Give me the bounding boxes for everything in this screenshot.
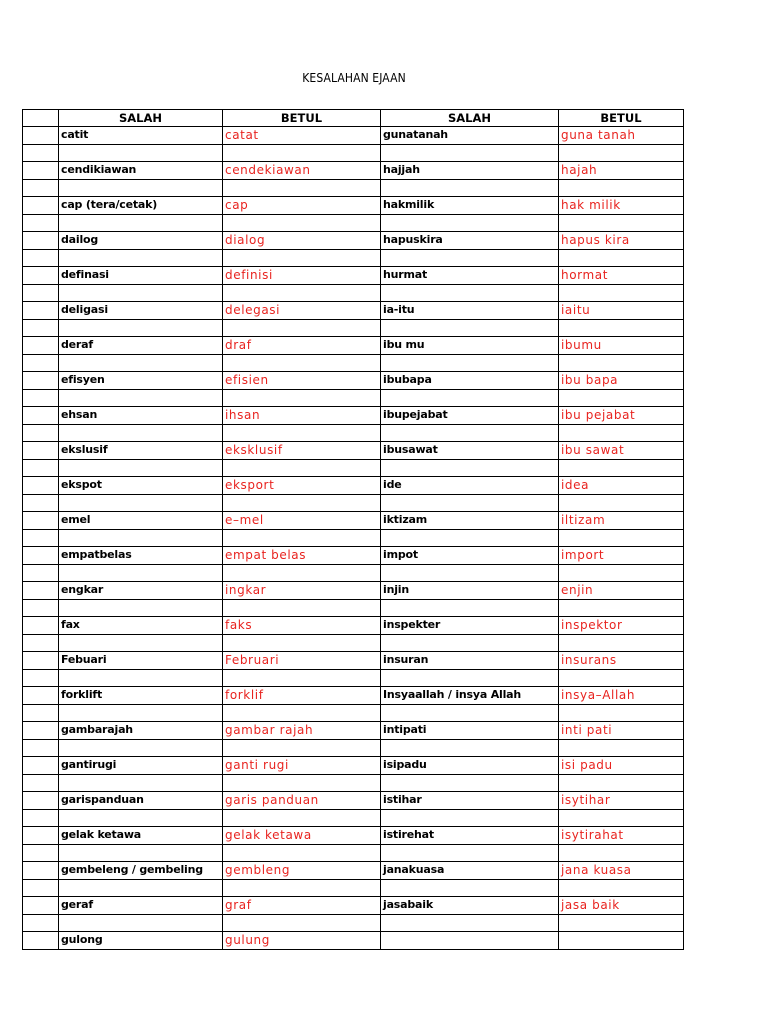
spacer-cell [23, 670, 59, 687]
correct-spelling-cell: iaitu [559, 302, 684, 320]
wrong-spelling-cell: iktizam [381, 512, 559, 530]
row-blank-cell [23, 197, 59, 215]
spacer-cell [59, 530, 223, 547]
spacer-cell [381, 810, 559, 827]
correct-spelling-cell: ibu pejabat [559, 407, 684, 425]
correct-spelling-cell: import [559, 547, 684, 565]
wrong-spelling-cell: dailog [59, 232, 223, 250]
spacer-row [23, 355, 684, 372]
spacer-cell [381, 390, 559, 407]
correct-spelling-cell [559, 932, 684, 950]
table-row [23, 617, 684, 635]
wrong-spelling-cell: cendikiawan [59, 162, 223, 180]
spacer-cell [381, 460, 559, 477]
wrong-spelling-cell: hakmilik [381, 197, 559, 215]
correct-spelling-cell: ibu sawat [559, 442, 684, 460]
spacer-cell [223, 600, 381, 617]
spacer-cell [381, 845, 559, 862]
row-blank-cell [23, 162, 59, 180]
correct-spelling-cell: hak milik [559, 197, 684, 215]
header-betul-2: BETUL [559, 110, 684, 127]
wrong-spelling-cell: ibu mu [381, 337, 559, 355]
row-blank-cell [23, 512, 59, 530]
blank-header-cell [23, 110, 59, 127]
spacer-cell [381, 635, 559, 652]
spacer-cell [223, 460, 381, 477]
spacer-cell [559, 320, 684, 337]
row-blank-cell [23, 757, 59, 775]
table-row [23, 827, 684, 845]
wrong-spelling-cell: hurmat [381, 267, 559, 285]
spacer-cell [23, 565, 59, 582]
correct-spelling-cell: hormat [559, 267, 684, 285]
spacer-cell [23, 320, 59, 337]
row-blank-cell [23, 687, 59, 705]
spacer-row [23, 460, 684, 477]
spacer-row [23, 285, 684, 302]
correct-spelling-cell: inspektor [559, 617, 684, 635]
correct-spelling-cell: gambar rajah [223, 722, 381, 740]
header-betul-1: BETUL [223, 110, 381, 127]
spacer-cell [381, 915, 559, 932]
spacer-cell [559, 250, 684, 267]
spacer-cell [381, 250, 559, 267]
row-blank-cell [23, 302, 59, 320]
spacer-cell [223, 425, 381, 442]
correct-spelling-cell: e–mel [223, 512, 381, 530]
wrong-spelling-cell: insuran [381, 652, 559, 670]
spacer-cell [23, 460, 59, 477]
spacer-cell [23, 600, 59, 617]
spacer-cell [559, 880, 684, 897]
spacer-cell [559, 600, 684, 617]
wrong-spelling-cell: efisyen [59, 372, 223, 390]
spacer-cell [23, 530, 59, 547]
spacer-cell [23, 285, 59, 302]
header-salah-1: SALAH [59, 110, 223, 127]
spacer-row [23, 390, 684, 407]
spacer-cell [59, 775, 223, 792]
spacer-cell [381, 775, 559, 792]
spacer-cell [59, 600, 223, 617]
spacer-cell [23, 635, 59, 652]
spacer-row [23, 810, 684, 827]
spacer-cell [381, 740, 559, 757]
spacer-cell [223, 495, 381, 512]
wrong-spelling-cell: gambarajah [59, 722, 223, 740]
table-row [23, 862, 684, 880]
spacer-row [23, 530, 684, 547]
spacer-cell [59, 355, 223, 372]
spacer-cell [559, 460, 684, 477]
correct-spelling-cell: ihsan [223, 407, 381, 425]
spacer-cell [23, 425, 59, 442]
spacer-cell [23, 775, 59, 792]
spacer-cell [59, 845, 223, 862]
spacer-cell [23, 810, 59, 827]
spacer-cell [559, 425, 684, 442]
table-row [23, 442, 684, 460]
wrong-spelling-cell: istihar [381, 792, 559, 810]
wrong-spelling-cell: ia-itu [381, 302, 559, 320]
correct-spelling-cell: hapus kira [559, 232, 684, 250]
spacer-cell [59, 390, 223, 407]
spacer-cell [59, 495, 223, 512]
table-row [23, 232, 684, 250]
table-row [23, 407, 684, 425]
correct-spelling-cell: isi padu [559, 757, 684, 775]
table-body [23, 127, 684, 950]
wrong-spelling-cell: intipati [381, 722, 559, 740]
correct-spelling-cell: eksklusif [223, 442, 381, 460]
spacer-cell [559, 355, 684, 372]
wrong-spelling-cell: jasabaik [381, 897, 559, 915]
correct-spelling-cell: inti pati [559, 722, 684, 740]
correct-spelling-cell: empat belas [223, 547, 381, 565]
correct-spelling-cell: jana kuasa [559, 862, 684, 880]
spacer-cell [59, 250, 223, 267]
spacer-row [23, 425, 684, 442]
row-blank-cell [23, 232, 59, 250]
spacer-cell [381, 355, 559, 372]
spacer-cell [381, 285, 559, 302]
correct-spelling-cell: jasa baik [559, 897, 684, 915]
wrong-spelling-cell: cap (tera/cetak) [59, 197, 223, 215]
wrong-spelling-cell: Insyaallah / insya Allah [381, 687, 559, 705]
row-blank-cell [23, 442, 59, 460]
spacer-row [23, 145, 684, 162]
spacer-cell [381, 880, 559, 897]
correct-spelling-cell: definisi [223, 267, 381, 285]
correct-spelling-cell: cendekiawan [223, 162, 381, 180]
table-row [23, 337, 684, 355]
correct-spelling-cell: enjin [559, 582, 684, 600]
spacer-cell [559, 705, 684, 722]
spacer-cell [59, 425, 223, 442]
spacer-cell [59, 635, 223, 652]
spacer-cell [59, 915, 223, 932]
wrong-spelling-cell: geraf [59, 897, 223, 915]
spacer-cell [559, 635, 684, 652]
spacer-cell [381, 600, 559, 617]
correct-spelling-cell: draf [223, 337, 381, 355]
spacer-cell [381, 565, 559, 582]
spacer-cell [223, 530, 381, 547]
spacer-cell [381, 670, 559, 687]
wrong-spelling-cell: impot [381, 547, 559, 565]
spacer-cell [59, 180, 223, 197]
spacer-cell [23, 250, 59, 267]
correct-spelling-cell: catat [223, 127, 381, 145]
table-row [23, 267, 684, 285]
table-row [23, 372, 684, 390]
wrong-spelling-cell: hajjah [381, 162, 559, 180]
spacer-cell [59, 215, 223, 232]
spacer-cell [23, 495, 59, 512]
row-blank-cell [23, 337, 59, 355]
spacer-cell [559, 180, 684, 197]
spacer-cell [23, 355, 59, 372]
row-blank-cell [23, 547, 59, 565]
spacer-cell [559, 810, 684, 827]
spacer-cell [223, 880, 381, 897]
spacer-cell [223, 215, 381, 232]
spacer-cell [559, 775, 684, 792]
correct-spelling-cell: delegasi [223, 302, 381, 320]
table-row [23, 722, 684, 740]
table-row [23, 547, 684, 565]
spacer-cell [381, 425, 559, 442]
spacer-cell [381, 705, 559, 722]
wrong-spelling-cell: ibupejabat [381, 407, 559, 425]
table-row [23, 687, 684, 705]
wrong-spelling-cell: empatbelas [59, 547, 223, 565]
spacer-cell [23, 845, 59, 862]
wrong-spelling-cell: ibubapa [381, 372, 559, 390]
wrong-spelling-cell: deligasi [59, 302, 223, 320]
wrong-spelling-cell: gantirugi [59, 757, 223, 775]
spacer-cell [223, 915, 381, 932]
spacer-row [23, 705, 684, 722]
row-blank-cell [23, 722, 59, 740]
correct-spelling-cell: forklif [223, 687, 381, 705]
spacer-cell [59, 740, 223, 757]
wrong-spelling-cell: gunatanah [381, 127, 559, 145]
wrong-spelling-cell: deraf [59, 337, 223, 355]
correct-spelling-cell: ibumu [559, 337, 684, 355]
correct-spelling-cell: graf [223, 897, 381, 915]
spacer-cell [223, 285, 381, 302]
correct-spelling-cell: Februari [223, 652, 381, 670]
wrong-spelling-cell: definasi [59, 267, 223, 285]
spacer-cell [223, 320, 381, 337]
wrong-spelling-cell: gulong [59, 932, 223, 950]
correct-spelling-cell: insya–Allah [559, 687, 684, 705]
correct-spelling-cell: ibu bapa [559, 372, 684, 390]
wrong-spelling-cell: isipadu [381, 757, 559, 775]
spacer-row [23, 670, 684, 687]
spacer-cell [559, 495, 684, 512]
spacer-cell [223, 250, 381, 267]
wrong-spelling-cell: gelak ketawa [59, 827, 223, 845]
correct-spelling-cell: gulung [223, 932, 381, 950]
spacer-cell [23, 215, 59, 232]
wrong-spelling-cell: gembeleng / gembeling [59, 862, 223, 880]
spacer-cell [381, 180, 559, 197]
correct-spelling-cell: efisien [223, 372, 381, 390]
spacer-row [23, 635, 684, 652]
table-row [23, 897, 684, 915]
spacer-cell [559, 215, 684, 232]
spacer-cell [59, 565, 223, 582]
header-salah-2: SALAH [381, 110, 559, 127]
wrong-spelling-cell: injin [381, 582, 559, 600]
spacer-cell [559, 740, 684, 757]
correct-spelling-cell: garis panduan [223, 792, 381, 810]
wrong-spelling-cell: catit [59, 127, 223, 145]
wrong-spelling-cell: hapuskira [381, 232, 559, 250]
wrong-spelling-cell: ekspot [59, 477, 223, 495]
spacer-cell [59, 145, 223, 162]
spacer-cell [59, 320, 223, 337]
correct-spelling-cell: isytirahat [559, 827, 684, 845]
table-row [23, 197, 684, 215]
table-row [23, 757, 684, 775]
wrong-spelling-cell: istirehat [381, 827, 559, 845]
spacer-cell [23, 180, 59, 197]
spacer-cell [23, 880, 59, 897]
spacer-cell [223, 670, 381, 687]
spacer-row [23, 320, 684, 337]
spacer-cell [23, 705, 59, 722]
row-blank-cell [23, 372, 59, 390]
row-blank-cell [23, 932, 59, 950]
spacer-cell [223, 740, 381, 757]
spacer-cell [59, 285, 223, 302]
spacer-cell [59, 705, 223, 722]
wrong-spelling-cell: inspekter [381, 617, 559, 635]
spacer-cell [559, 145, 684, 162]
table-row [23, 302, 684, 320]
correct-spelling-cell: isytihar [559, 792, 684, 810]
table-row [23, 477, 684, 495]
spacer-cell [23, 740, 59, 757]
spacer-cell [223, 145, 381, 162]
spacer-row [23, 775, 684, 792]
wrong-spelling-cell: fax [59, 617, 223, 635]
wrong-spelling-cell: Febuari [59, 652, 223, 670]
row-blank-cell [23, 617, 59, 635]
header-row [23, 110, 684, 127]
correct-spelling-cell: gembleng [223, 862, 381, 880]
wrong-spelling-cell: janakuasa [381, 862, 559, 880]
row-blank-cell [23, 582, 59, 600]
wrong-spelling-cell: ekslusif [59, 442, 223, 460]
spacer-row [23, 250, 684, 267]
spacer-cell [223, 810, 381, 827]
wrong-spelling-cell: ehsan [59, 407, 223, 425]
table-row [23, 127, 684, 145]
correct-spelling-cell: cap [223, 197, 381, 215]
spacer-cell [559, 670, 684, 687]
row-blank-cell [23, 897, 59, 915]
spacer-row [23, 880, 684, 897]
spacer-cell [381, 145, 559, 162]
row-blank-cell [23, 827, 59, 845]
spacer-cell [223, 775, 381, 792]
spacer-row [23, 845, 684, 862]
spacer-cell [559, 285, 684, 302]
spacer-cell [23, 915, 59, 932]
correct-spelling-cell: insurans [559, 652, 684, 670]
table-row [23, 582, 684, 600]
spacer-cell [559, 565, 684, 582]
spacer-cell [381, 495, 559, 512]
row-blank-cell [23, 407, 59, 425]
table-row [23, 792, 684, 810]
wrong-spelling-cell: ibusawat [381, 442, 559, 460]
spacer-cell [223, 180, 381, 197]
spacer-cell [381, 215, 559, 232]
table-row [23, 512, 684, 530]
spacer-row [23, 180, 684, 197]
row-blank-cell [23, 652, 59, 670]
page-title: KESALAHAN EJAAN [302, 71, 406, 85]
table-row [23, 932, 684, 950]
spacer-cell [381, 530, 559, 547]
correct-spelling-cell: eksport [223, 477, 381, 495]
correct-spelling-cell: idea [559, 477, 684, 495]
wrong-spelling-cell: ide [381, 477, 559, 495]
spacer-cell [223, 355, 381, 372]
correct-spelling-cell: faks [223, 617, 381, 635]
correct-spelling-cell: guna tanah [559, 127, 684, 145]
spacer-row [23, 565, 684, 582]
spacer-cell [59, 670, 223, 687]
spacer-cell [59, 460, 223, 477]
spacer-row [23, 495, 684, 512]
correct-spelling-cell: dialog [223, 232, 381, 250]
wrong-spelling-cell: garispanduan [59, 792, 223, 810]
correct-spelling-cell: iltizam [559, 512, 684, 530]
spacer-cell [59, 810, 223, 827]
spacer-cell [223, 845, 381, 862]
correct-spelling-cell: gelak ketawa [223, 827, 381, 845]
spacer-row [23, 740, 684, 757]
wrong-spelling-cell [381, 932, 559, 950]
spacer-cell [559, 915, 684, 932]
spacer-cell [23, 390, 59, 407]
spacer-cell [59, 880, 223, 897]
row-blank-cell [23, 862, 59, 880]
spacer-cell [559, 390, 684, 407]
spacer-row [23, 215, 684, 232]
wrong-spelling-cell: emel [59, 512, 223, 530]
row-blank-cell [23, 477, 59, 495]
correct-spelling-cell: ingkar [223, 582, 381, 600]
spelling-table [22, 109, 684, 950]
spacer-cell [223, 705, 381, 722]
spacer-row [23, 600, 684, 617]
row-blank-cell [23, 267, 59, 285]
wrong-spelling-cell: engkar [59, 582, 223, 600]
row-blank-cell [23, 127, 59, 145]
correct-spelling-cell: ganti rugi [223, 757, 381, 775]
spacer-cell [223, 565, 381, 582]
spacer-row [23, 915, 684, 932]
spacer-cell [223, 635, 381, 652]
table-row [23, 652, 684, 670]
spacer-cell [381, 320, 559, 337]
row-blank-cell [23, 792, 59, 810]
spacer-cell [559, 845, 684, 862]
correct-spelling-cell: hajah [559, 162, 684, 180]
table-row [23, 162, 684, 180]
spacer-cell [23, 145, 59, 162]
spacer-cell [223, 390, 381, 407]
spacer-cell [559, 530, 684, 547]
wrong-spelling-cell: forklift [59, 687, 223, 705]
